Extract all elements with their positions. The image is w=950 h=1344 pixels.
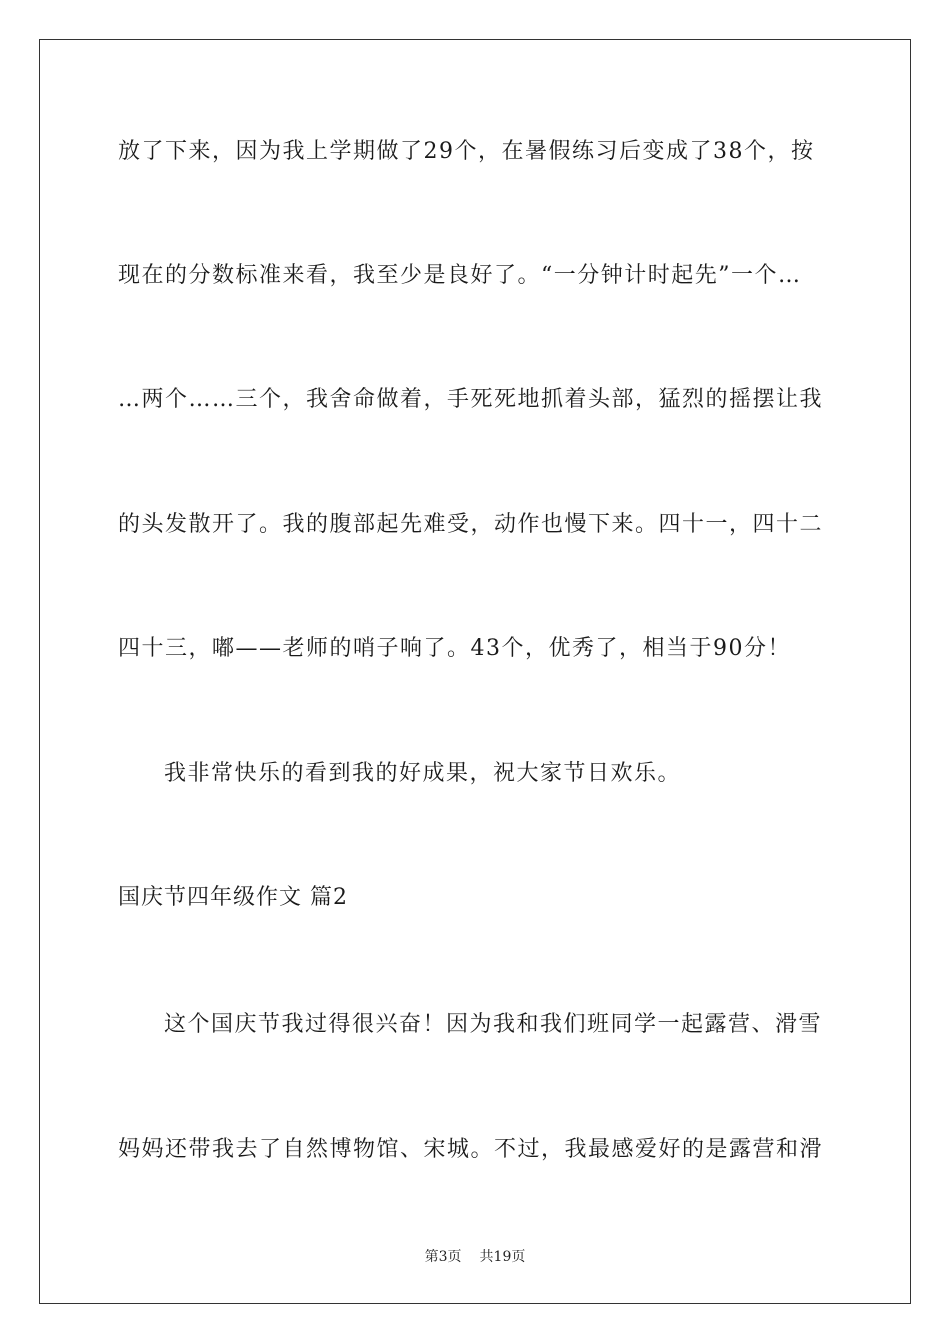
body-line-4: 的头发散开了。我的腹部起先难受，动作也慢下来。四十一，四十二 <box>118 512 824 537</box>
body-line-6: 我非常快乐的看到我的好成果，祝大家节日欢乐。 <box>164 761 682 786</box>
body-line-8: 妈妈还带我去了自然博物馆、宋城。不过，我最感爱好的是露营和滑 <box>118 1137 824 1162</box>
page-frame <box>39 39 911 1304</box>
body-line-7: 这个国庆节我过得很兴奋！因为我和我们班同学一起露营、滑雪 <box>164 1012 823 1037</box>
body-line-1: 放了下来，因为我上学期做了29个，在暑假练习后变成了38个，按 <box>118 139 815 164</box>
page-footer <box>0 1248 950 1266</box>
section-heading: 国庆节四年级作文 篇2 <box>118 885 348 910</box>
page-number: 第3页 <box>424 1249 462 1265</box>
page-total: 共19页 <box>479 1249 526 1265</box>
body-line-2: 现在的分数标准来看，我至少是良好了。“一分钟计时起先”一个… <box>118 263 802 288</box>
body-line-5: 四十三，嘟——老师的哨子响了。43个，优秀了，相当于90分！ <box>118 636 791 661</box>
body-line-3: …两个……三个，我舍命做着，手死死地抓着头部，猛烈的摇摆让我 <box>118 387 824 412</box>
